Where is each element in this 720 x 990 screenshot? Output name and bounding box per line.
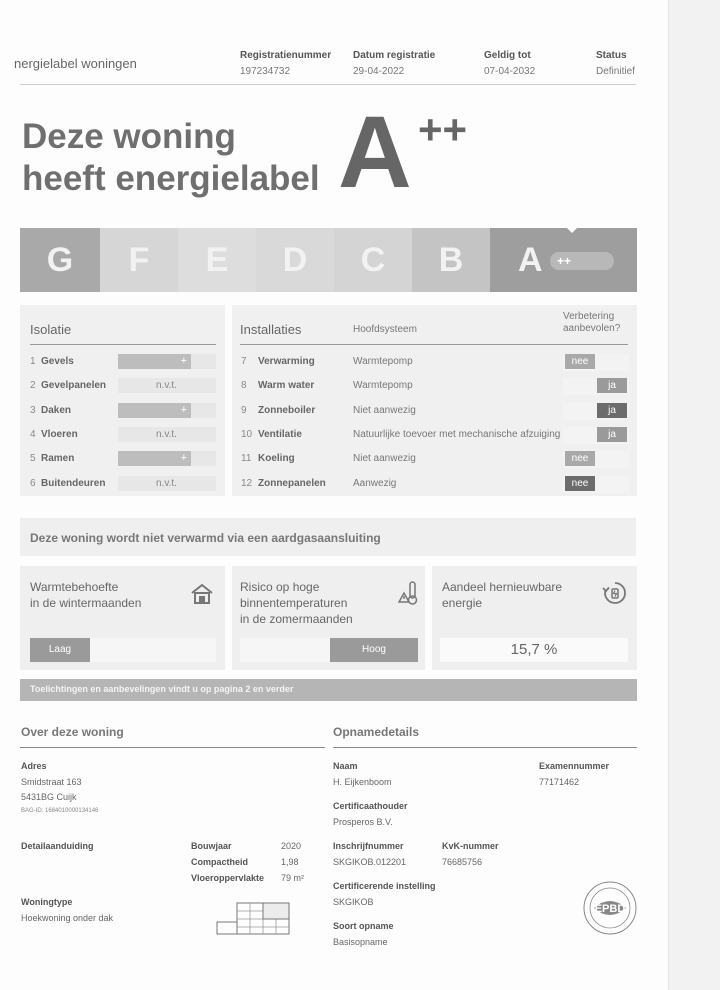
installatie-row-label: Ventilatie bbox=[258, 428, 302, 440]
installatie-row-system: Natuurlijke toevoer met mechanische afzuiging bbox=[353, 428, 561, 440]
geldig-tot-value: 07-04-2032 bbox=[484, 66, 536, 77]
isolatie-divider bbox=[30, 344, 216, 345]
scale-segment-d bbox=[256, 228, 334, 292]
examennummer-value: 77171462 bbox=[539, 777, 580, 787]
scale-letter-a: A bbox=[518, 241, 543, 279]
building-block-icon bbox=[215, 900, 295, 938]
energy-label-letter: A bbox=[338, 95, 412, 209]
energy-label-plus: ++ bbox=[418, 106, 468, 153]
installaties-title: Installaties bbox=[240, 322, 302, 337]
warmtebehoefte-line1: Warmtebehoefte bbox=[30, 580, 119, 594]
registratienummer-value: 197234732 bbox=[240, 66, 291, 77]
installatie-row-number: 11 bbox=[241, 453, 252, 465]
inschrijfnummer-label: Inschrijfnummer bbox=[333, 841, 404, 851]
house-icon bbox=[190, 582, 214, 606]
isolatie-row-label: Vloeren bbox=[41, 428, 78, 440]
status-value: Definitief bbox=[596, 66, 635, 77]
page-edge-shadow bbox=[668, 0, 720, 990]
installatie-row-number: 7 bbox=[241, 356, 247, 367]
certificaathouder-label: Certificaathouder bbox=[333, 801, 408, 811]
isolatie-row-rating: + bbox=[180, 355, 187, 367]
certificaathouder-value: Prosperos B.V. bbox=[333, 817, 393, 827]
scale-letter-e: E bbox=[205, 241, 229, 279]
scale-active-marker-icon bbox=[565, 226, 579, 233]
isolatie-row-value-box: n.v.t. bbox=[118, 378, 216, 393]
registratienummer-label: Registratienummer bbox=[240, 50, 332, 61]
installatie-row-system: Warmtepomp bbox=[353, 356, 413, 367]
isolatie-row-rating-bar bbox=[118, 451, 191, 466]
certificerende-instelling-value: SKGIKOB bbox=[333, 897, 374, 907]
risico-line1: Risico op hoge bbox=[240, 580, 320, 594]
bag-id: BAG-ID: 1684010000134146 bbox=[21, 808, 99, 814]
advice-badge: ja bbox=[597, 427, 627, 442]
examennummer-label: Examennummer bbox=[539, 761, 610, 771]
warmtebehoefte-value-badge: Laag bbox=[30, 638, 90, 662]
header-divider bbox=[20, 84, 636, 85]
adres-line1: Smidstraat 163 bbox=[21, 777, 82, 787]
gas-connection-text: Deze woning wordt niet verwarmd via een aardgasaansluiting bbox=[30, 531, 381, 545]
risico-title bbox=[240, 579, 353, 627]
status-label: Status bbox=[596, 50, 627, 61]
vloeroppervlakte-value: 79 m² bbox=[281, 873, 305, 883]
naam-value: H. Eijkenboom bbox=[333, 777, 392, 787]
risico-scale-rest bbox=[240, 638, 330, 662]
installatie-row-system: Niet aanwezig bbox=[353, 453, 416, 465]
isolatie-row-number: 6 bbox=[30, 477, 36, 489]
installatie-row-system: Aanwezig bbox=[353, 477, 397, 489]
isolatie-row-label: Gevels bbox=[41, 356, 74, 367]
bouwjaar-label: Bouwjaar bbox=[191, 841, 232, 851]
soort-opname-label: Soort opname bbox=[333, 921, 394, 931]
warmtebehoefte-title bbox=[30, 579, 141, 611]
woning-divider bbox=[20, 747, 325, 748]
installatie-row-system: Niet aanwezig bbox=[353, 404, 416, 416]
isolatie-row-label: Buitendeuren bbox=[41, 477, 106, 489]
isolatie-row-rating: + bbox=[180, 403, 187, 416]
isolatie-row-number: 5 bbox=[30, 453, 36, 465]
scale-letter-d: D bbox=[282, 241, 308, 279]
scale-letter-f: F bbox=[128, 241, 150, 279]
geldig-tot-label: Geldig tot bbox=[484, 50, 531, 61]
advice-badge: nee bbox=[565, 354, 595, 369]
scale-segment-b bbox=[412, 228, 490, 292]
hernieuwbaar-line1: Aandeel hernieuwbare bbox=[442, 580, 563, 594]
datum-registratie-value: 29-04-2022 bbox=[353, 66, 405, 77]
isolatie-row-rating-bar bbox=[118, 354, 191, 369]
opname-divider bbox=[333, 747, 637, 748]
bouwjaar-value: 2020 bbox=[281, 841, 302, 851]
epbd-seal-text: EPBD bbox=[594, 903, 626, 915]
naam-label: Naam bbox=[333, 761, 358, 771]
risico-line3: in de zomermaanden bbox=[240, 612, 353, 626]
isolatie-row-label: Daken bbox=[41, 404, 72, 416]
installatie-row-label: Zonneboiler bbox=[258, 404, 316, 416]
isolatie-row-number: 2 bbox=[30, 380, 36, 392]
installaties-divider bbox=[240, 344, 628, 345]
soort-opname-value: Basisopname bbox=[333, 937, 388, 947]
scale-letter-b: B bbox=[438, 241, 464, 279]
woning-section-title: Over deze woning bbox=[21, 725, 124, 739]
scale-segment-e bbox=[178, 228, 256, 292]
datum-registratie-label: Datum registratie bbox=[353, 50, 436, 61]
hernieuwbaar-value: 15,7 % bbox=[440, 638, 628, 662]
renewable-cycle-icon bbox=[602, 580, 628, 606]
installatie-row-label: Warm water bbox=[258, 380, 315, 392]
warmtebehoefte-line2: in de wintermaanden bbox=[30, 596, 142, 610]
energy-label-scale bbox=[20, 228, 637, 292]
hernieuwbaar-line2: energie bbox=[442, 596, 483, 610]
epbd-seal-icon bbox=[582, 880, 638, 936]
kvk-label: KvK-nummer bbox=[442, 841, 499, 851]
scale-segment-f bbox=[100, 228, 178, 292]
advice-badge: ja bbox=[597, 403, 627, 418]
risico-line2: binnentemperaturen bbox=[240, 596, 348, 610]
scale-segment-c bbox=[334, 228, 412, 292]
isolatie-row-number: 1 bbox=[30, 356, 36, 367]
woningtype-label: Woningtype bbox=[21, 897, 73, 907]
document-title: nergielabel woningen bbox=[14, 56, 137, 71]
thermometer-warning-icon bbox=[398, 580, 420, 606]
hero-title-line2: heeft energielabel bbox=[22, 159, 320, 198]
verbetering-label-1: Verbetering bbox=[563, 311, 615, 322]
opname-section-title: Opnamedetails bbox=[333, 725, 420, 739]
scale-letter-g: G bbox=[46, 241, 74, 279]
isolatie-row-number: 3 bbox=[30, 404, 36, 416]
isolatie-title: Isolatie bbox=[30, 322, 72, 337]
installatie-row-label: Verwarming bbox=[258, 356, 315, 367]
isolatie-row-number: 4 bbox=[30, 428, 36, 440]
woningtype-value: Hoekwoning onder dak bbox=[21, 913, 114, 923]
detailaanduiding-label: Detailaanduiding bbox=[21, 841, 94, 851]
isolatie-row-rating-bar bbox=[118, 403, 191, 418]
hero-title bbox=[22, 116, 320, 200]
adres-line2: 5431BG Cuijk bbox=[21, 792, 77, 802]
warmtebehoefte-scale-rest bbox=[90, 638, 216, 662]
scale-letter-c: C bbox=[360, 241, 386, 279]
advice-badge: nee bbox=[565, 476, 595, 491]
scale-segment-g bbox=[20, 228, 100, 292]
isolatie-row-value-box: n.v.t. bbox=[118, 427, 216, 442]
inschrijfnummer-value: SKGIKOB.012201 bbox=[333, 857, 407, 867]
installatie-row-system: Warmtepomp bbox=[353, 380, 413, 392]
installatie-row-label: Zonnepanelen bbox=[258, 477, 326, 489]
vloeroppervlakte-label: Vloeroppervlakte bbox=[191, 873, 265, 883]
installatie-row-number: 10 bbox=[241, 428, 253, 440]
compactheid-label: Compactheid bbox=[191, 857, 249, 867]
advice-badge: nee bbox=[565, 451, 595, 466]
hoofdsysteem-label: Hoofdsysteem bbox=[353, 324, 417, 335]
hernieuwbaar-title bbox=[442, 579, 562, 611]
isolatie-row-rating: + bbox=[180, 452, 187, 465]
compactheid-value: 1,98 bbox=[281, 857, 299, 867]
installatie-row-number: 8 bbox=[241, 380, 247, 392]
advice-badge: ja bbox=[597, 378, 627, 393]
scale-active-plus-badge: ++ bbox=[550, 252, 614, 270]
certificerende-instelling-label: Certificerende instelling bbox=[333, 881, 436, 891]
note-text: Toelichtingen en aanbevelingen vindt u op pagina 2 en verder bbox=[30, 684, 294, 694]
kvk-value: 76685756 bbox=[442, 857, 483, 867]
installatie-row-label: Koeling bbox=[258, 453, 295, 465]
isolatie-row-label: Gevelpanelen bbox=[41, 380, 107, 392]
installatie-row-number: 9 bbox=[241, 404, 247, 416]
risico-value-badge: Hoog bbox=[330, 638, 418, 662]
isolatie-row-value-box: n.v.t. bbox=[118, 476, 216, 491]
hero-title-line1: Deze woning bbox=[22, 117, 236, 156]
installatie-row-number: 12 bbox=[241, 477, 253, 489]
adres-label: Adres bbox=[21, 761, 47, 771]
isolatie-row-label: Ramen bbox=[41, 453, 75, 465]
verbetering-label-2: aanbevolen? bbox=[563, 323, 621, 334]
